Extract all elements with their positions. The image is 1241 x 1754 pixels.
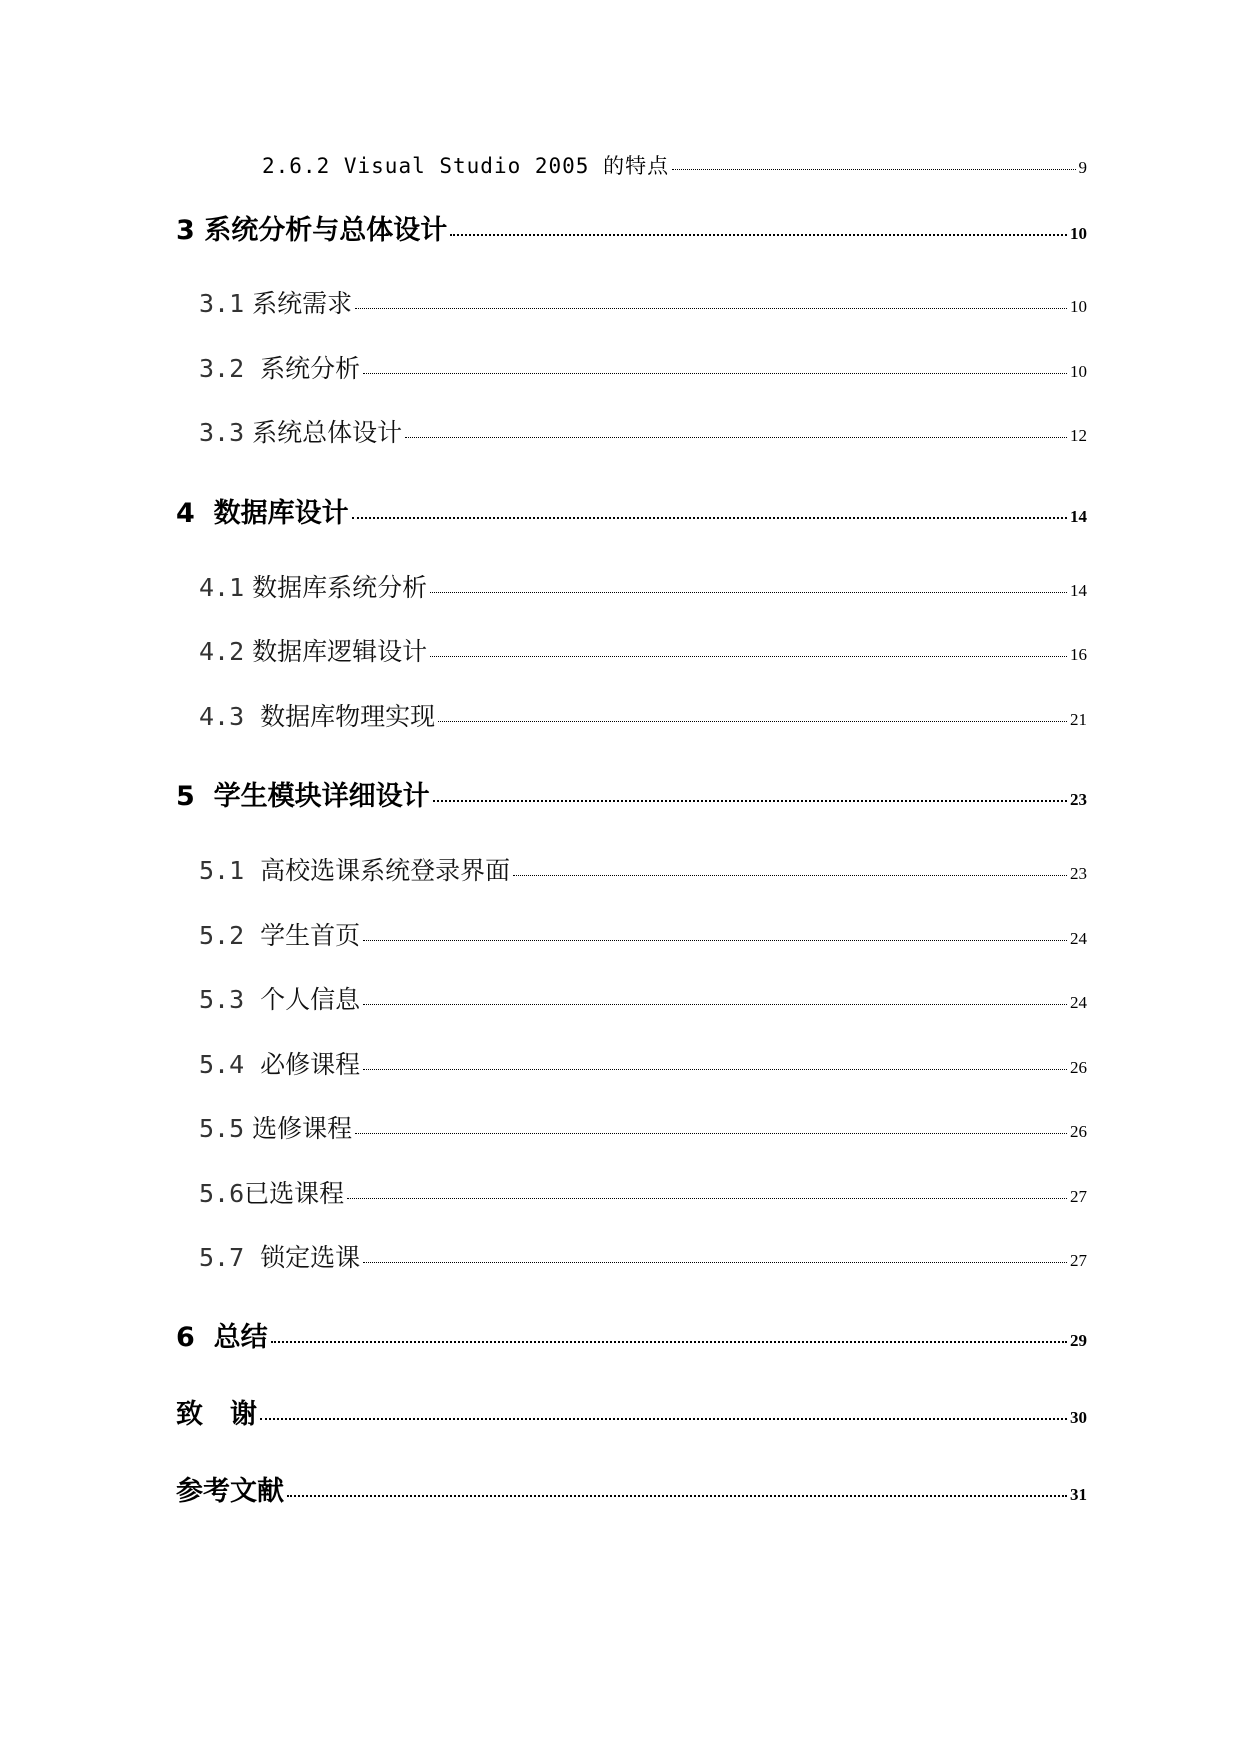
toc-entry-label [176, 774, 430, 813]
toc-entry-page: 12 [1070, 426, 1087, 445]
toc-entry-page: 10 [1070, 362, 1087, 381]
toc-entry[interactable] [199, 916, 1087, 952]
toc-entry-label [199, 1045, 360, 1081]
toc-entry-label [199, 568, 427, 604]
toc-entry-page: 9 [1078, 158, 1087, 177]
toc-entry[interactable] [176, 1392, 1087, 1431]
toc-entry-label [199, 697, 435, 733]
toc-entry-page: 23 [1070, 864, 1087, 883]
toc-entry[interactable] [262, 150, 1087, 180]
toc-entry-title: 数据库逻辑设计 [252, 637, 428, 666]
toc-entry[interactable] [199, 1238, 1087, 1274]
toc-entry-title: 选修课程 [252, 1114, 353, 1143]
dot-leader [363, 1004, 1067, 1005]
toc-entry-number: 3.1 [199, 289, 245, 318]
toc-entry-label [199, 632, 427, 668]
dot-leader [355, 1133, 1067, 1134]
dot-leader [450, 234, 1067, 236]
toc-entry-title: 数据库物理实现 [260, 702, 436, 731]
toc-entry-page: 27 [1070, 1187, 1087, 1206]
toc-entry-page: 27 [1070, 1251, 1087, 1270]
toc-entry-title: 致 谢 [176, 1399, 257, 1430]
toc-entry-page: 26 [1070, 1122, 1087, 1141]
toc-entry-number: 4.2 [199, 637, 245, 666]
toc-entry-page: 16 [1070, 645, 1087, 664]
toc-entry-label [199, 1174, 344, 1210]
toc-entry-number: 5.1 [199, 856, 245, 885]
toc-entry-number: 5 [176, 781, 195, 812]
dot-leader [513, 875, 1067, 876]
toc-entry[interactable] [176, 774, 1087, 813]
toc-entry-number: 3.3 [199, 418, 245, 447]
toc-entry-label [199, 1238, 360, 1274]
toc-entry-label [176, 1392, 257, 1431]
toc-entry[interactable] [199, 413, 1087, 449]
toc-entry-label [176, 1469, 284, 1508]
toc-entry-title: 系统分析 [260, 354, 361, 383]
dot-leader [363, 1069, 1067, 1070]
dot-leader [430, 592, 1067, 593]
dot-leader [352, 517, 1067, 519]
toc-entry[interactable] [176, 1469, 1087, 1508]
toc-entry-title: 总结 [213, 1322, 268, 1353]
toc-entry-page: 24 [1070, 929, 1087, 948]
dot-leader [430, 656, 1067, 657]
toc-entry-title: 系统需求 [252, 289, 353, 318]
toc-entry-page: 26 [1070, 1058, 1087, 1077]
toc-entry-title: 数据库系统分析 [252, 573, 428, 602]
dot-leader [363, 940, 1067, 941]
dot-leader [363, 373, 1067, 374]
dot-leader [260, 1418, 1067, 1420]
toc-entry-label [199, 349, 360, 385]
toc-entry[interactable] [199, 1174, 1087, 1210]
toc-entry[interactable] [199, 697, 1087, 733]
toc-entry-title: 数据库设计 [213, 498, 349, 529]
dot-leader [405, 437, 1067, 438]
dot-leader [672, 169, 1075, 170]
toc-entry-number: 5.3 [199, 985, 245, 1014]
toc-entry[interactable] [199, 1045, 1087, 1081]
toc-entry-number: 5.5 [199, 1114, 245, 1143]
toc-entry-label [199, 284, 352, 320]
toc-entry-title: 高校选课系统登录界面 [260, 856, 511, 885]
toc-entry-title: Visual Studio 2005 的特点 [343, 154, 670, 178]
toc-entry-number: 3 [176, 215, 195, 246]
toc-entry-title: 学生首页 [260, 921, 361, 950]
toc-entry-title: 参考文献 [176, 1476, 284, 1507]
toc-entry-number: 2.6.2 [262, 154, 331, 178]
toc-entry-title: 已选课程 [244, 1179, 345, 1208]
dot-leader [363, 1262, 1067, 1263]
toc-entry-page: 29 [1070, 1331, 1087, 1350]
toc-entry-page: 10 [1070, 224, 1087, 243]
toc-entry-number: 5.4 [199, 1050, 245, 1079]
toc-entry-label [176, 208, 447, 247]
toc-entry-page: 21 [1070, 710, 1087, 729]
toc-entry-label [199, 413, 402, 449]
toc-entry-page: 23 [1070, 790, 1087, 809]
toc-entry[interactable] [199, 632, 1087, 668]
toc-entry-label [262, 150, 669, 180]
toc-entry-title: 必修课程 [260, 1050, 361, 1079]
toc-entry-number: 5.2 [199, 921, 245, 950]
toc-entry-page: 31 [1070, 1485, 1087, 1504]
toc-entry[interactable] [199, 349, 1087, 385]
toc-entry-title: 个人信息 [260, 985, 361, 1014]
toc-entry-label [199, 916, 360, 952]
dot-leader [355, 308, 1067, 309]
toc-entry-number: 5.6 [199, 1179, 245, 1208]
toc-entry-number: 5.7 [199, 1243, 245, 1272]
toc-entry-label [199, 980, 360, 1016]
toc-entry-title: 系统分析与总体设计 [204, 215, 448, 246]
toc-entry-page: 30 [1070, 1408, 1087, 1427]
toc-entry-number: 4 [176, 498, 195, 529]
toc-entry-title: 锁定选课 [260, 1243, 361, 1272]
toc-entry-number: 4.3 [199, 702, 245, 731]
toc-entry[interactable] [199, 568, 1087, 604]
dot-leader [433, 800, 1067, 802]
toc-entry[interactable] [199, 284, 1087, 320]
toc-entry[interactable] [199, 851, 1087, 887]
dot-leader [438, 721, 1067, 722]
toc-entry-page: 10 [1070, 297, 1087, 316]
toc-entry-number: 3.2 [199, 354, 245, 383]
toc-entry[interactable] [199, 1109, 1087, 1145]
toc-entry-label [199, 851, 510, 887]
toc-entry-number: 6 [176, 1322, 195, 1353]
toc-entry[interactable] [176, 208, 1087, 247]
toc-entry-label [176, 491, 349, 530]
toc-entry-page: 14 [1070, 507, 1087, 526]
toc-entry-label [176, 1315, 268, 1354]
dot-leader [347, 1198, 1067, 1199]
toc-entry[interactable] [176, 1315, 1087, 1354]
dot-leader [271, 1341, 1067, 1343]
toc-entry-number: 4.1 [199, 573, 245, 602]
toc-entry-title: 系统总体设计 [252, 418, 403, 447]
toc-entry-title: 学生模块详细设计 [213, 781, 430, 812]
toc-entry-page: 24 [1070, 993, 1087, 1012]
toc-entry[interactable] [199, 980, 1087, 1016]
toc-entry-label [199, 1109, 352, 1145]
toc-entry-page: 14 [1070, 581, 1087, 600]
toc-entry[interactable] [176, 491, 1087, 530]
dot-leader [287, 1495, 1067, 1497]
